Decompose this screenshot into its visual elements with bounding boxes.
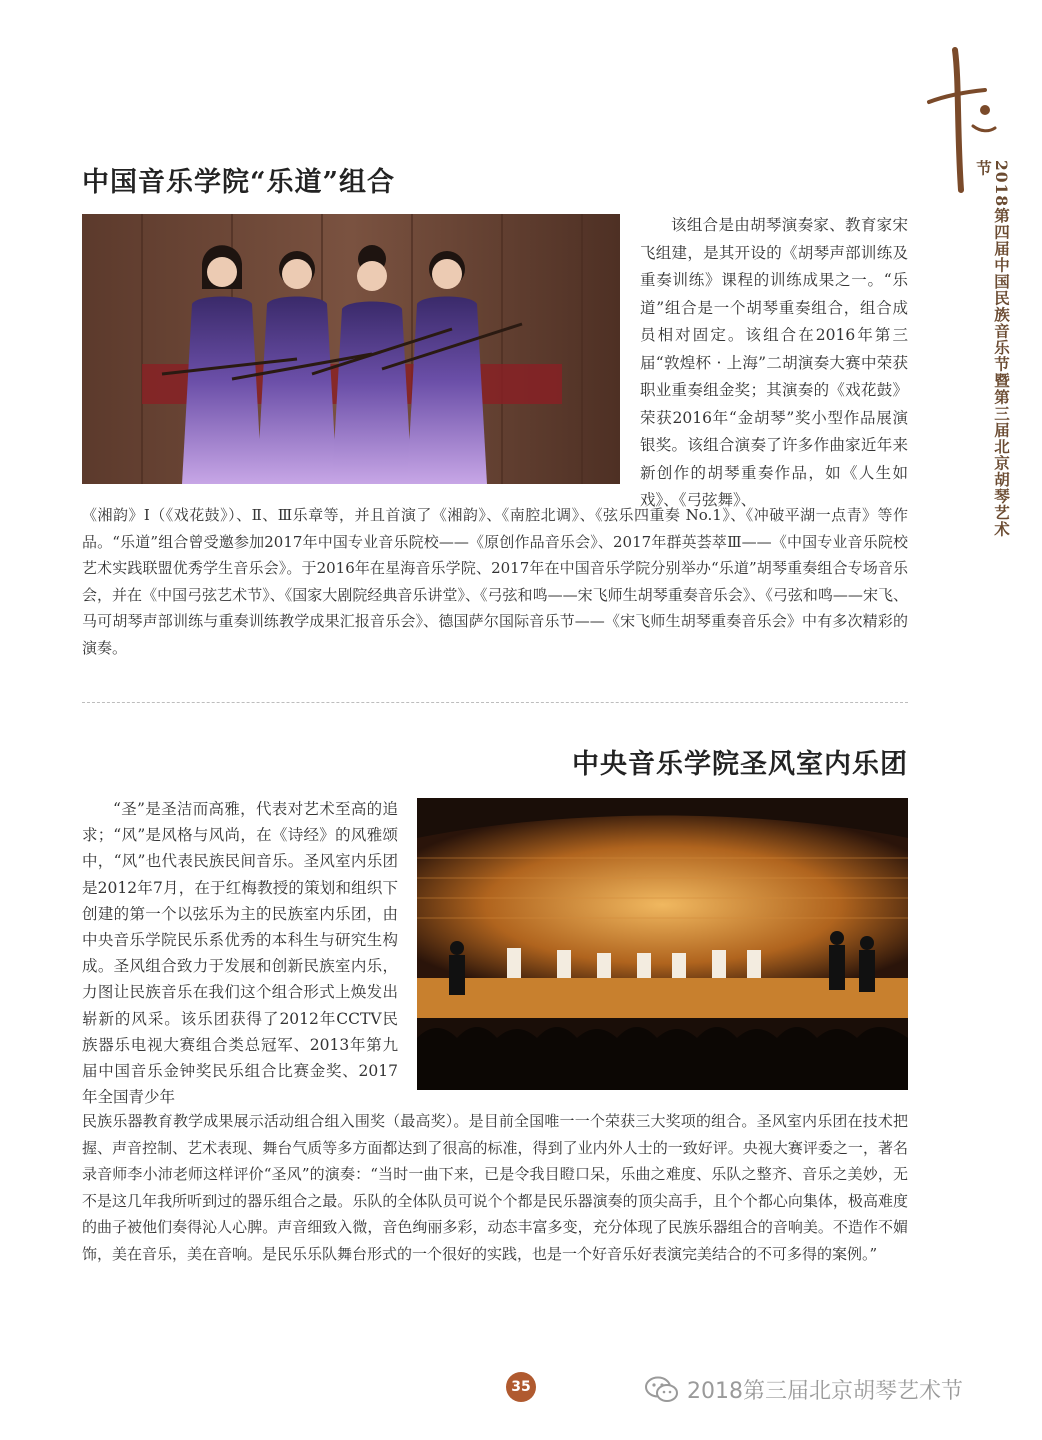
section2-paragraph-full: 民族乐器教育教学成果展示活动组合组入围奖（最高奖）。是目前全国唯一一个荣获三大奖项的组合。圣风室内乐团在技术把握、声音控制、艺术表现、舞台气质等多方面都达到了很高的标准，得到了业内外人士的一致好评。央视大赛评委之一，著名录音师李小沛老师这样评价“圣风”的演奏：“当时一曲下来，已是令我目瞪口呆，乐曲之难度、乐队之整齐、音乐之美妙，无不是这几年我所听到过的器乐组合之最。乐队的全体队员可说个个都是民乐器演奏的顶尖高手，且个个都心向集体，极高难度的曲子被他们奏得沁人心脾。声音细致入微，音色绚丽多彩，动态丰富多变，充分体现了民族乐器组合的音响美。不造作不媚饰，美在音乐，美在音响。是民乐乐队舞台形式的一个很好的实践，也是一个好音乐好表演完美结合的不可多得的案例。” [82, 1112, 908, 1263]
section1-title: 中国音乐学院“乐道”组合 [82, 167, 396, 198]
watermark-text: 2018第三届北京胡琴艺术节 [687, 1379, 963, 1404]
wechat-icon [645, 1376, 679, 1404]
section2-title: 中央音乐学院圣风室内乐团 [572, 749, 908, 780]
ensemble-photo-shengfeng [417, 798, 908, 1090]
section2-paragraph-left: “圣”是圣洁而高雅，代表对艺术至高的追求；“风”是风格与风尚，在《诗经》的风雅颂中，“风”也代表民族民间音乐。圣风室内乐团是2012年7月，在于红梅教授的策划和组织下创建的第一个以弦乐为主的民族室内乐团，由中央音乐学院民乐系优秀的本科生与研究生构成。圣风组合致力于发展和创新民族室内乐，力图让民族音乐在我们这个组合形式上焕发出崭新的风采。该乐团获得了2012年CCTV民族器乐电视大赛组合类总冠军、2013年第九届中国音乐金钟奖民乐组合比赛金奖、2017年全国青少年 [82, 800, 398, 1107]
watermark [645, 1374, 963, 1405]
page-number: 35 [506, 1372, 536, 1402]
section1-paragraph-right: 该组合是由胡琴演奏家、教育家宋飞组建，是其开设的《胡琴声部训练及重奏训练》课程的训练成果之一。“乐道”组合是一个胡琴重奏组合，组合成员相对固定。该组合在2016年第三届“敦煌杯 · 上海”二胡演奏大赛中荣获职业重奏组金奖；其演奏的《戏花鼓》荣获2016年“金胡琴”奖小型作品展演银奖。该组合演奏了许多作曲家近年来新创作的胡琴重奏作品，如《人生如戏》、《弓弦舞》、 [640, 216, 908, 509]
section1-paragraph-full: 《湘韵》Ⅰ（《戏花鼓》）、Ⅱ、Ⅲ乐章等，并且首演了《湘韵》、《南腔北调》、《弦乐四重奏 No.1》、《冲破平湖一点青》等作品。“乐道”组合曾受邀参加2017年中国专业音乐院校——《原创作品音乐会》、2017年群英荟萃Ⅲ——《中国专业音乐院校艺术实践联盟优秀学生音乐会》。于2016年在星海音乐学院、2017年在中国音乐学院分别举办“乐道”胡琴重奏组合专场音乐会，并在《中国弓弦艺术节》、《国家大剧院经典音乐讲堂》、《弓弦和鸣——宋飞师生胡琴重奏音乐会》、《弓弦和鸣——宋飞、马可胡琴声部训练与重奏训练教学成果汇报音乐会》、德国萨尔国际音乐节——《宋飞师生胡琴重奏音乐会》中有多次精彩的演奏。 [82, 506, 908, 657]
section-divider [82, 702, 908, 703]
ensemble-photo-ledao [82, 214, 620, 484]
side-banner: 2018第四届中国民族音乐节暨第三届北京胡琴艺术节 [974, 160, 1011, 538]
